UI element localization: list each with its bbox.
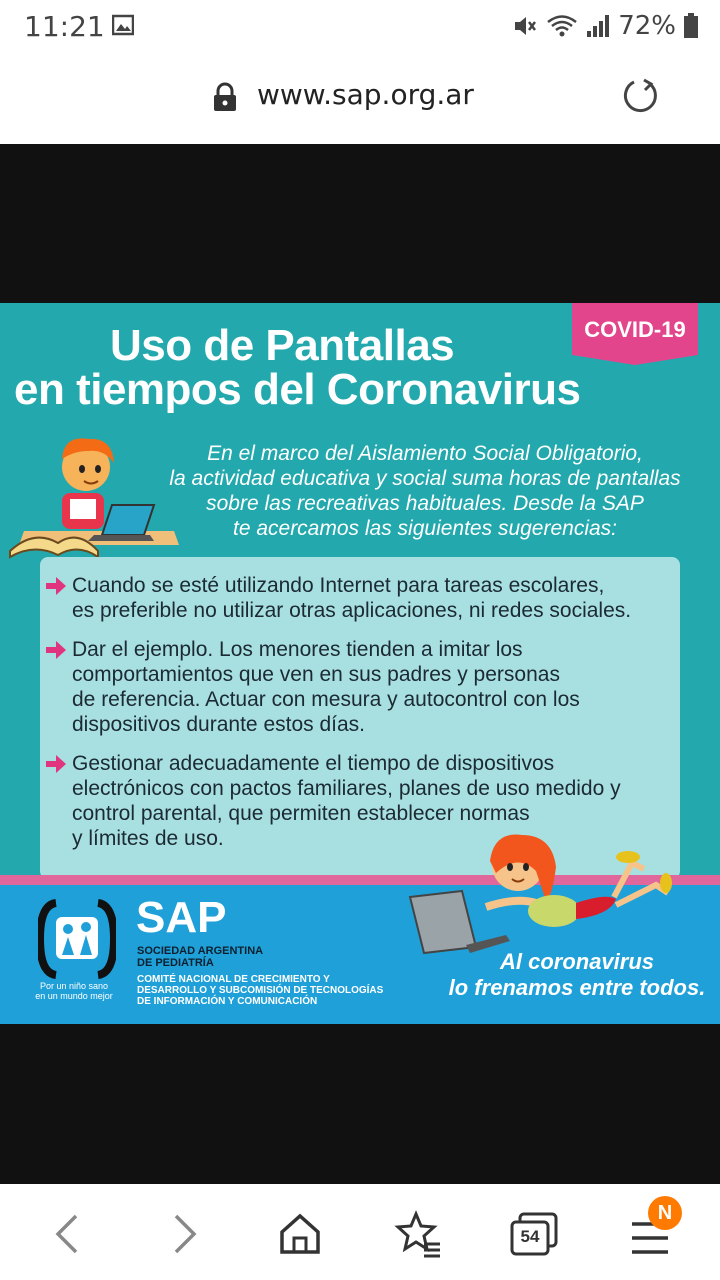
committee-line: DESARROLLO Y SUBCOMISIÓN DE TECNOLOGÍAS [137, 985, 384, 996]
committee-line: COMITÉ NACIONAL DE CRECIMIENTO Y [137, 974, 330, 985]
arrow-right-icon [46, 641, 66, 659]
bookmark-star-icon[interactable] [390, 1206, 446, 1262]
signal-icon [586, 13, 610, 39]
committee-line: DE INFORMACIÓN Y COMUNICACIÓN [137, 996, 318, 1007]
slogan-line: Al coronavirus [499, 949, 655, 974]
poster-image [0, 303, 720, 1024]
recommendation-line: Gestionar adecuadamente el tiempo de dispositivos [72, 752, 555, 775]
recommendation-line: Cuando se esté utilizando Internet para tareas escolares, [72, 574, 605, 597]
girl-with-laptop-illustration [406, 827, 686, 963]
forward-icon[interactable] [156, 1206, 212, 1262]
intro-line: la actividad educativa y social suma horas de pantallas [169, 467, 681, 490]
intro-line: En el marco del Aislamiento Social Obligatorio, [207, 442, 643, 465]
covid-tag [572, 303, 698, 365]
recommendation-line: electrónicos con pactos familiares, planes de uso medido y [72, 777, 621, 800]
sap-name: SAP [136, 893, 227, 942]
url-text[interactable]: www.sap.org.ar [257, 78, 474, 111]
sap-logo-icon [38, 899, 116, 979]
sap-committee [137, 974, 383, 1007]
menu-notification-badge: N [648, 1196, 682, 1230]
arrow-right-icon [46, 755, 66, 773]
status-bar [0, 0, 720, 52]
poster-title-line-1: Uso de Pantallas [110, 321, 455, 370]
full-name-line: SOCIEDAD ARGENTINA [137, 945, 264, 957]
recommendation-line: Dar el ejemplo. Los menores tienden a imitar los [72, 638, 523, 661]
tabs-count: 54 [520, 1227, 540, 1246]
recommendation-line: y límites de uso. [72, 827, 224, 850]
back-icon[interactable] [40, 1206, 96, 1262]
intro-text [130, 441, 720, 541]
mute-icon [512, 13, 538, 39]
recommendation-line: comportamientos que ven en sus padres y personas [72, 663, 560, 686]
home-icon[interactable] [272, 1206, 328, 1262]
tabs-button[interactable] [506, 1206, 562, 1262]
status-time: 11:21 [24, 10, 105, 43]
sap-full-name [137, 945, 263, 969]
motto-line: en un mundo mejor [35, 991, 113, 1001]
address-bar[interactable] [0, 52, 720, 144]
covid-tag-label: COVID-19 [584, 317, 686, 342]
intro-line: te acercamos las siguientes sugerencias: [232, 517, 618, 540]
recommendation-line: control parental, que permiten establecer normas [72, 802, 530, 825]
wifi-icon [546, 13, 578, 39]
motto-line: Por un niño sano [39, 981, 109, 991]
reload-icon[interactable] [620, 76, 660, 116]
slogan-line: lo frenamos entre todos. [448, 975, 706, 1000]
browser-bottom-nav [0, 1184, 720, 1280]
full-name-line: DE PEDIATRÍA [137, 957, 214, 969]
sap-motto [24, 981, 124, 1001]
recommendation-line: dispositivos durante estos días. [72, 713, 365, 736]
lock-icon [212, 82, 238, 112]
battery-icon [684, 13, 698, 39]
intro-line: sobre las recreativas habituales. Desde la SAP [206, 492, 644, 515]
recommendation-line: es preferible no utilizar otras aplicaciones, ni redes sociales. [72, 599, 632, 622]
arrow-right-icon [46, 577, 66, 595]
recommendation-line: de referencia. Actuar con mesura y autocontrol con los [72, 688, 580, 711]
image-notification-icon [112, 14, 134, 36]
battery-percent: 72% [618, 11, 676, 41]
poster-title-line-2: en tiempos del Coronavirus [14, 365, 581, 414]
